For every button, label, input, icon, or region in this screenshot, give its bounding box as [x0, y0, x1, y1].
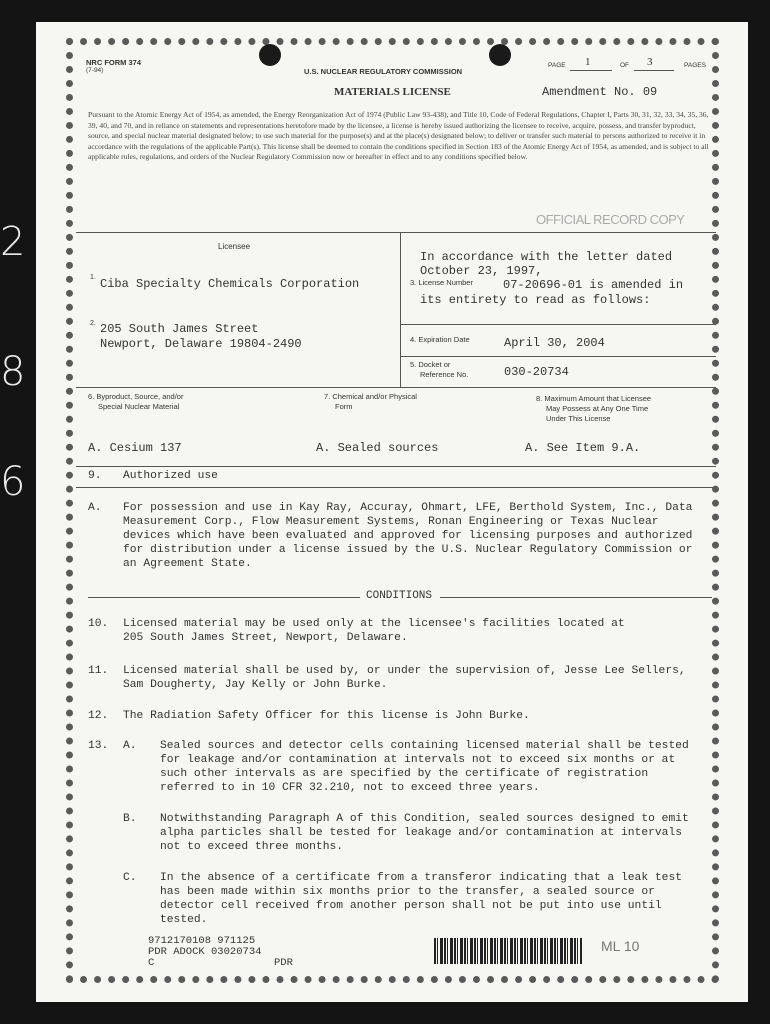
item9-line-2: Measurement Corp., Flow Measurement Systems, Ronan Engineering or Texas Nuclear: [123, 516, 659, 528]
expiration-top-line: [400, 324, 716, 325]
accordance-line-1: In accordance with the letter dated: [420, 250, 673, 264]
materials-top-line: [76, 387, 716, 388]
condition-11-number: 11.: [88, 665, 109, 677]
docket-label-2: Reference No.: [420, 370, 469, 379]
form-date: (7-94): [86, 67, 104, 74]
footer-line-3-right: PDR: [274, 957, 293, 969]
side-mark-1: 2: [0, 219, 26, 265]
of-label: OF: [620, 62, 630, 69]
condition-13a-line-3: such other intervals as are specified by the certificate of registration: [160, 768, 649, 780]
agency-name: U.S. NUCLEAR REGULATORY COMMISSION: [304, 67, 463, 76]
condition-13c-line-3: detector cell received from another person shall not be put into use until: [160, 900, 662, 912]
condition-13-number: 13.: [88, 740, 109, 752]
item9-line-4: for distribution under a license issued by the U.S. Nuclear Regulatory Commission or: [123, 544, 693, 556]
item9-line-5: an Agreement State.: [123, 558, 252, 570]
licensee-num-1: 1.: [90, 274, 96, 281]
col6-label-1: 6. Byproduct, Source, and/or: [88, 392, 184, 401]
amendment-number: Amendment No. 09: [542, 85, 658, 99]
page-number: 1: [585, 56, 591, 68]
footer-line-3-left: C: [148, 957, 155, 969]
condition-13a-line-1: Sealed sources and detector cells containing licensed material shall be tested: [160, 740, 689, 752]
punch-hole-right: [489, 44, 511, 66]
license-title: MATERIALS LICENSE: [334, 86, 451, 98]
expiration-label: 4. Expiration Date: [410, 335, 470, 344]
condition-13b-line-3: not to exceed three months.: [160, 841, 344, 853]
license-number-line: 07-20696-01 is amended in: [503, 278, 684, 292]
conditions-heading: CONDITIONS: [366, 590, 433, 602]
accordance-line-4: its entirety to read as follows:: [420, 293, 651, 307]
item9-top-line: [76, 466, 716, 467]
condition-13c-line-4: tested.: [160, 914, 208, 926]
accordance-line-2: October 23, 1997,: [420, 264, 543, 278]
conditions-rule-left: [88, 597, 360, 598]
license-page: [36, 22, 748, 1002]
condition-13b-label: B.: [123, 813, 137, 825]
licensee-heading: Licensee: [218, 242, 251, 251]
condition-13a-line-2: for leakage and/or contamination at intervals not to exceed six months or at: [160, 754, 676, 766]
expiration-date: April 30, 2004: [504, 336, 605, 350]
box-divider: [400, 232, 401, 387]
licensee-name: Ciba Specialty Chemicals Corporation: [100, 277, 360, 291]
col6-label-2: Special Nuclear Material: [98, 402, 180, 411]
page-total-underline: [634, 70, 674, 71]
docket-number: 030-20734: [504, 365, 569, 379]
box-top-line: [76, 232, 716, 233]
col6-value: A. Cesium 137: [88, 441, 182, 455]
col7-value: A. Sealed sources: [316, 441, 439, 455]
punch-hole-left: [259, 44, 281, 66]
pages-label: PAGES: [684, 62, 706, 69]
footer-line-2: PDR ADOCK 03020734: [148, 946, 262, 958]
item9-line-1: For possession and use in Kay Ray, Accuray, Ohmart, LFE, Berthold System, Inc., Data: [123, 502, 693, 514]
side-mark-3: 6: [0, 459, 26, 505]
col7-label-1: 7. Chemical and/or Physical: [324, 392, 417, 401]
condition-13b-line-2: alpha particles shall be tested for leakage and/or contamination at intervals: [160, 827, 683, 839]
licensee-num-2: 2.: [90, 320, 96, 327]
col8-value: A. See Item 9.A.: [525, 441, 641, 455]
condition-12-line-1: The Radiation Safety Officer for this license is John Burke.: [123, 710, 530, 722]
side-mark-2: 8: [0, 349, 26, 395]
condition-13b-line-1: Notwithstanding Paragraph A of this Condition, sealed sources designed to emit: [160, 813, 689, 825]
col7-label-2: Form: [335, 402, 353, 411]
handwritten-note: ML 10: [601, 938, 640, 954]
item9-bottom-line: [76, 487, 716, 488]
condition-12-number: 12.: [88, 710, 109, 722]
condition-13a-line-4: referred to in 10 CFR 32.210, not to exceed three years.: [160, 782, 540, 794]
preamble-text: Pursuant to the Atomic Energy Act of 1954, as amended, the Energy Reorganization Act of 1974 (Public Law 93-438), and Title 10, Code of Federal Regulations, Chapter I, Parts 30, 31, 32, 33, 34, 35, 36, 39, 40, and 70, and in reliance on statements and representations heretofore made by the licensee, a license is hereby issued authorizing the licensee to receive, acquire, possess, and transfer byproduct, source, and special nuclear material designated below; to use such material for the purpose(s) and at the place(s) designated below; to deliver or transfer such material to persons authorized to receive it in accordance with the regulations of the applicable Part(s). This license shall be deemed to contain the conditions specified in Section 183 of the Atomic Energy Act of 1954, as amended, and is subject to all applicable rules, regulations, and orders of the Nuclear Regulatory Commission now or hereafter in effect and to any conditions specified below.: [88, 110, 709, 162]
col8-label-1: 8. Maximum Amount that Licensee: [536, 394, 652, 403]
form-id: NRC FORM 374: [86, 58, 142, 67]
condition-13c-label: C.: [123, 872, 137, 884]
col8-label-2: May Possess at Any One Time: [546, 404, 649, 413]
col8-label-3: Under This License: [546, 414, 611, 423]
docket-top-line: [400, 356, 716, 357]
condition-10-line-1: Licensed material may be used only at the licensee's facilities located at: [123, 618, 625, 630]
licensee-address-1: 205 South James Street: [100, 322, 259, 336]
condition-10-number: 10.: [88, 618, 109, 630]
footer-line-1: 9712170108 971125: [148, 935, 256, 947]
condition-11-line-1: Licensed material shall be used by, or under the supervision of, Jesse Lee Sellers,: [123, 665, 686, 677]
page-number-underline: [570, 70, 612, 71]
page-label: PAGE: [548, 62, 566, 69]
licensee-address-2: Newport, Delaware 19804-2490: [100, 337, 302, 351]
condition-13a-label: A.: [123, 740, 137, 752]
condition-13c-line-1: In the absence of a certificate from a transferor indicating that a leak test: [160, 872, 683, 884]
item9-number: 9.: [88, 470, 102, 482]
document-barcode: [434, 938, 582, 964]
condition-13c-line-2: has been made within six months prior to the transfer, a sealed source or: [160, 886, 655, 898]
item9-line-3: devices which have been evaluated and approved for licensing purposes and authorized: [123, 530, 693, 542]
conditions-rule-right: [440, 597, 712, 598]
docket-label-1: 5. Docket or: [410, 360, 451, 369]
license-number-label: 3. License Number: [410, 278, 473, 287]
condition-10-line-2: 205 South James Street, Newport, Delaware.: [123, 632, 408, 644]
condition-11-line-2: Sam Dougherty, Jay Kelly or John Burke.: [123, 679, 388, 691]
item9-label: Authorized use: [123, 470, 218, 482]
item9-sub-a: A.: [88, 502, 102, 514]
page-total: 3: [647, 56, 653, 68]
official-record-stamp: OFFICIAL RECORD COPY: [536, 212, 685, 227]
